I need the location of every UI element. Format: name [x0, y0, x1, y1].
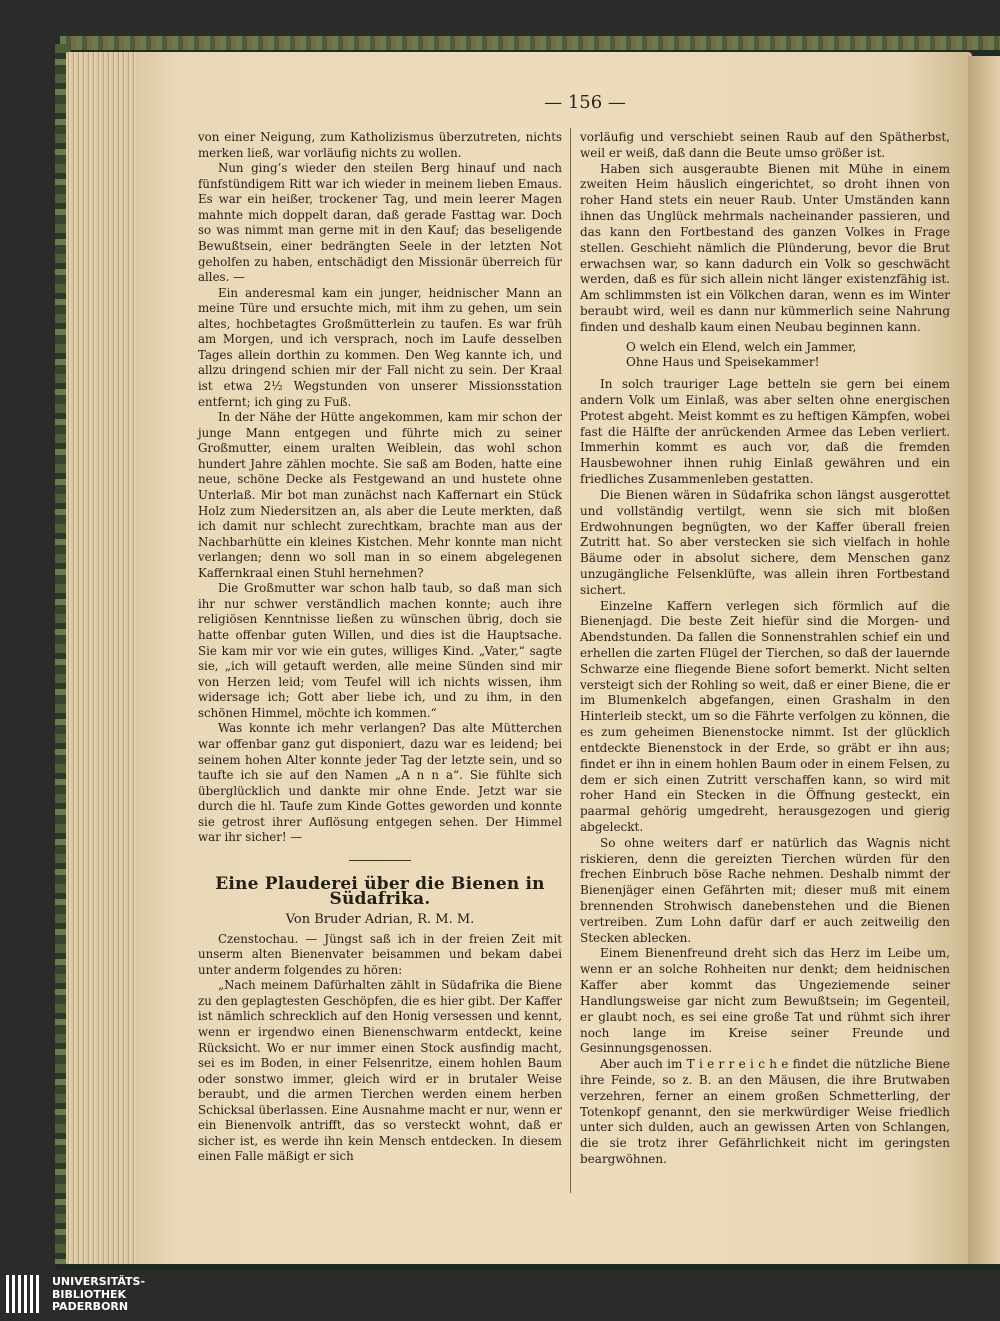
verse [580, 340, 950, 372]
facing-page-edge [968, 56, 1000, 1264]
paragraph: Nun ging’s wieder den steilen Berg hinauf und nach fünfstündigem Ritt war ich wieder in meinem lieben Emaus. Es war ein heißer, trockener Tag, und mein leerer Magen mahnte mich doppelt daran, daß gerade Fasttag war. Doch so was nimmt man gerne mit in den Kauf; das beseligende Bewußtsein, einer bedrängten Seele in der letzten Not geholfen zu haben, entschädigt den Missionär überreich für alles. — [198, 161, 562, 285]
library-logo-icon [6, 1275, 42, 1313]
logo-line: PADERBORN [52, 1300, 129, 1313]
column-divider [570, 128, 571, 1193]
verse-line: O welch ein Elend, welch ein Jammer, [626, 339, 857, 354]
paragraph: Was konnte ich mehr verlangen? Das alte Mütterchen war offenbar ganz gut disponiert, dazu war es leidend; bei seinem hohen Alter konnte jeder Tag der letzte sein, und so taufte ich sie auf den Namen „A n n a“. Sie fühlte sich überglücklich und dankte mir ohne Ende. Jetzt war sie durch die hl. Taufe zum Kinde Gottes geworden und konnte sie getrost ihrer Auflösung entgegen sehen. Der Himmel war ihr sicher! — [198, 721, 562, 845]
logo-line: UNIVERSITÄTS- [52, 1275, 146, 1288]
section-divider [349, 860, 411, 861]
paragraph: Die Bienen wären in Südafrika schon längst ausgerottet und vollständig vertilgt, wenn sie sich mit bloßen Erdwohnungen begnügten, wo der Kaffer überall freien Zutritt hat. So aber verstecken sie sich vielfach in hohle Bäume oder in absolut sichere, dem Menschen ganz unzugängliche Felsenklüfte, was allein ihren Fortbestand sichert. [580, 487, 950, 597]
paragraph: Czenstochau. — Jüngst saß ich in der freien Zeit mit unserm alten Bienenvater beisammen und bekam dabei unter anderm folgendes zu hören: [198, 931, 562, 977]
paragraph: Einem Bienenfreund dreht sich das Herz im Leibe um, wenn er an solche Rohheiten nur denkt; dem heidnischen Kaffer aber kommt das Ungeziemende seiner Handlungsweise gar nicht zum Bewußtsein; im Gegenteil, er glaubt noch, es sei eine große Tat und rühmt sich ihrer noch lange im Kreise seiner Freunde und Gesinnungsgenossen. [580, 946, 950, 1056]
paragraph: Ein anderesmal kam ein junger, heidnischer Mann an meine Türe und ersuchte mich, mit ihm zu gehen, um sein altes, hochbetagtes Großmütterlein zu taufen. Es war früh am Morgen, und ich versprach, noch im Laufe desselben Tages allein dorthin zu kommen. Den Weg kannte ich, und allzu dringend schien mir der Fall nicht zu sein. Der Kraal ist etwa 2½ Wegstunden von unserer Missionsstation entfernt; ich ging zu Fuß. [198, 285, 562, 409]
paragraph: Einzelne Kaffern verlegen sich förmlich auf die Bienenjagd. Die beste Zeit hiefür sind die Morgen- und Abendstunden. Da fallen die Sonnenstrahlen schief ein und erhellen die zarten Flügel der Tierchen, so daß der lauernde Schwarze eine fliegende Biene sofort bemerkt. Nicht selten versteigt sich der Rohling so weit, daß er einer Biene, die er im Blumenkelch abgefangen, einen Grashalm in den Hinterleib steckt, um so die Fährte verfolgen zu können, die es zum geheimen Bienenstocke nimmt. Ist der glücklich entdeckte Bienenstock in der Erde, so gräbt er ihn aus; findet er ihn in einem hohlen Baum oder in einem Felsen, zu dem er sich einen Zutritt verschaffen kann, so wird mit roher Hand ein Stecken in die Öffnung gesteckt, ein paarmal gehörig umgedreht, herausgezogen und gierig abgeleckt. [580, 598, 950, 834]
paragraph: Aber auch im T i e r r e i c h e findet die nützliche Biene ihre Feinde, so z. B. an den Mäusen, die ihre Brutwaben verzehren, ferner an einem großen Schmetterling, der Totenkopf genannt, den sie merkwürdiger Weise friedlich unter sich dulden, auch an gewissen Arten von Schlangen, die sie trotz ihrer Gefährlichkeit nicht im geringsten beargwöhnen. [580, 1057, 950, 1166]
verse-line: Ohne Haus und Speisekammer! [626, 355, 820, 370]
article-title: Eine Plauderei über die Bienen in Südafrika. [215, 873, 545, 910]
footer-bar [0, 1270, 1000, 1321]
page-number: — 156 — [544, 92, 626, 113]
paragraph: von einer Neigung, zum Katholizismus überzutreten, nichts merken ließ, war vorläufig nichts zu wollen. [198, 130, 562, 160]
paragraph: Die Großmutter war schon halb taub, so daß man sich ihr nur schwer verständlich machen konnte; auch ihre religiösen Kenntnisse ließen zu wünschen übrig, doch sie hatte offenbar guten Willen, und dies ist die Hauptsache. Sie kam mir vor wie ein gutes, williges Kind. „Vater,“ sagte sie, „ich will getauft werden, alle meine Sünden sind mir von Herzen leid; vom Teufel will ich nichts wissen, ihm widersage ich; Gott aber liebe ich, und zu ihm, in den schönen Himmel, möchte ich kommen.“ [198, 581, 562, 720]
page-stack-edge [66, 52, 146, 1264]
paragraph: vorläufig und verschiebt seinen Raub auf den Spätherbst, weil er weiß, daß dann die Beute umso größer ist. [580, 130, 950, 160]
paragraph: In solch trauriger Lage betteln sie gern bei einem andern Volk um Einlaß, was aber selten ohne energischen Protest abgeht. Meist kommt es zu heftigen Kämpfen, wobei fast die Hälfte der anrückenden Armee das Leben verliert. Immerhin kommt es auch vor, daß die fremden Hausbewohner ihnen ruhig Einlaß gewähren und ein friedliches Zusammenleben gestatten. [580, 377, 950, 487]
book-top-edge [60, 36, 1000, 50]
logo-line: BIBLIOTHEK [52, 1287, 127, 1301]
library-logo-text [52, 1276, 145, 1314]
paragraph: „Nach meinem Dafürhalten zählt in Südafrika die Biene zu den geplagtesten Geschöpfen, die es hier gibt. Der Kaffer ist nämlich schrecklich auf den Honig versessen und kennt, wenn er irgendwo einen Bienenschwarm entdeckt, keine Rücksicht. Wo er nur immer einen Stock ausfindig macht, sei es im Boden, in einer Felsenritze, einem hohlen Baum oder sonstwo immer, gleich wird er in brutaler Weise beraubt, und die armen Tierchen werden einem herben Schicksal überlassen. Eine Ausnahme macht er nur, wenn er ein Bienenvolk antrifft, das so versteckt wohnt, daß er sicher ist, es werde ihn kein Mensch entdecken. In diesem einen Falle mäßigt er sich [198, 978, 562, 1164]
paragraph: Haben sich ausgeraubte Bienen mit Mühe in einem zweiten Heim häuslich eingerichtet, so droht ihnen von roher Hand stets ein neuer Raub. Unter Umständen kann ihnen das Unglück mehrmals nacheinander passieren, und das kann den Fortbestand des ganzen Volkes in Frage stellen. Geschieht nämlich die Plünderung, bevor die Brut erwachsen war, so kann dadurch ein Volk so geschwächt werden, daß es für sich allein nicht länger existenzfähig ist. Am schlimmsten ist ein Völkchen daran, wenn es im Winter beraubt wird, weil es dann nur kümmerlich seine Nahrung finden und deshalb kaum einen Neubau beginnen kann. [580, 161, 950, 334]
article-byline: Von Bruder Adrian, R. M. M. [285, 912, 475, 927]
right-column [580, 130, 950, 1168]
left-column [198, 130, 562, 1165]
paragraph: In der Nähe der Hütte angekommen, kam mir schon der junge Mann entgegen und führte mich zu seiner Großmutter, einem uralten Weiblein, das wohl schon hundert Jahre zählen mochte. Sie saß am Boden, hatte eine neue, schöne Decke als Festgewand an und hustete ohne Unterlaß. Mir bot man zunächst nach Kaffernart ein Stück Holz zum Niedersitzen an, als aber die Leute merkten, daß ich damit nur schlecht zurechtkam, brachte man aus der Nachbarhütte ein kleines Kistchen. Mehr konnte man nicht verlangen; denn wo soll man in so einem abgelegenen Kaffernkraal einen Stuhl hernehmen? [198, 410, 562, 580]
paragraph: So ohne weiters darf er natürlich das Wagnis nicht riskieren, denn die gereizten Tierchen würden für den frechen Einbruch böse Rache nehmen. Deshalb nimmt der Bienenjäger einen Gefährten mit; dieser muß mit einem brennenden Strohwisch danebenstehen und die Bienen vertreiben. Zum Lohn dafür darf er auch zeitweilig den Stecken ablecken. [580, 835, 950, 945]
